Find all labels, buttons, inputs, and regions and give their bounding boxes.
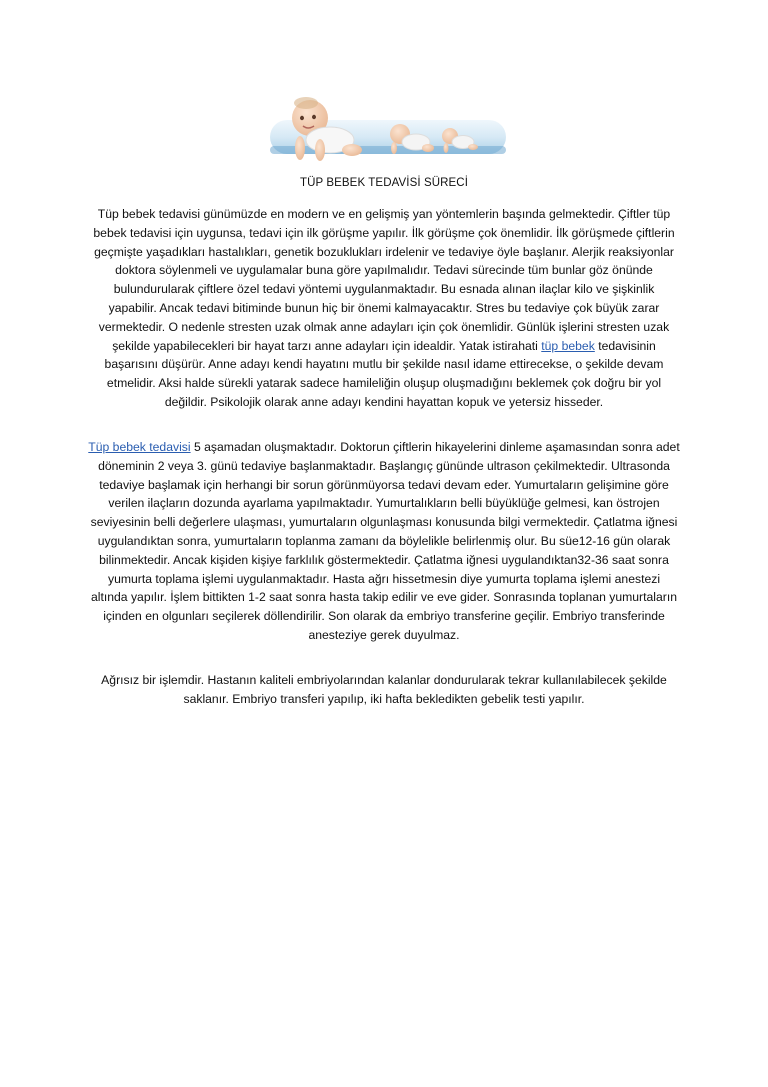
tup-bebek-tedavisi-link[interactable]: Tüp bebek tedavisi [88,440,191,454]
document-title: TÜP BEBEK TEDAVİSİ SÜRECİ [299,177,469,189]
paragraph-conclusion: Ağrısız bir işlemdir. Hastanın kaliteli embriyolarından kalanlar dondurularak tekrar kullanılabilecek şekilde saklanır. Embriyo transferi yapılıp, iki hafta bekledikten gebelik testi yapılır. [101,673,667,706]
baby-crawling-image [262,90,506,164]
paragraph-intro-text-2: tedavisinin başarısını düşürür. Anne adayı kendi hayatını mutlu bir şekilde nasıl idame ettirecekse, o şekilde devam etmelidir. Aksi halde sürekli yatarak sadece hamileliğin oluşup oluşmadığını beklemek çok doğru bir yol değildir. Psikolojik olarak anne adayı kendini hayattan kopuk ve yetersiz hisseder. [104,338,664,409]
tup-bebek-link[interactable]: tüp bebek [541,338,595,353]
baby-illustration [262,90,506,164]
paragraph-intro-text-1: Tüp bebek tedavisi günümüzde en modern ve en gelişmiş yan yöntemlerin başında gelmektedir. Çiftler tüp bebek tedavisi için uygunsa, tedavi için ilk görüşme yapılır. İlk görüşme çok önemlidir. İlk görüşmede çiftlerin geçmişte yaşadıkları hastalıkları, genetik bozuklukları irdelenir ve tedaviye öyle başlanır. Alerjik reaksiyonlar doktora söylenmeli ve uygulamalar buna göre yapılmalıdır. Tedavi sürecinde tüm bunlar göz önünde bulundurularak çiftlere özel tedavi yöntemi uygulanmaktadır. Bu esnada alınan ilaçlar kilo ve şişkinlik yapabilir. Ancak tedavi bitiminde bunun hiç bir önemi kalmayacaktır. Stres bu tedaviye çok büyük zarar vermektedir. O nedenle stresten uzak olmak anne adayları için çok önemlidir. Günlük işlerini stresten uzak şekilde yapabilecekleri bir hayat tarzı anne adayları için idealdir. Yatak istirahati [93,207,675,353]
paragraph-intro [88,205,680,412]
paragraph-stages-text: 5 aşamadan oluşmaktadır. Doktorun çiftlerin hikayelerini dinleme aşamasından sonra adet döneminin 2 veya 3. günü tedaviye başlanmaktadır. Başlangıç gününde ultrason çekilmektedir. Ultrasonda tedaviye başlamak için herhangi bir sorun görünmüyorsa tedavi devam eder. Yumurtaların gelişimine göre verilen ilaçların dozunda ayarlama yapılmaktadır. Yumurtalıkların belli büyüklüğe gelmesi, kan östrojen seviyesinin belli değerlere ulaşması, yumurtaların olgunlaşması konusunda bilgi vermektedir. Çatlatma iğnesi uygulandıktan sonra, yumurtaların toplanma zamanı da böylelikle belirlenmiş olur. Bu süe12-16 gün olarak bilinmektedir. Ancak kişiden kişiye farklılık göstermektedir. Çatlatma iğnesi uygulandıktan32-36 saat sonra yumurta toplama işlemi uygulanmaktadır. Hasta ağrı hissetmesin diye yumurta toplama işlemi anestezi altında yapılır. İşlem bittikten 1-2 saat sonra hasta takip edilir ve eve gider. Sonrasında toplanan yumurtaların içinden en olgunları seçilerek döllendirilir. Son olarak da embriyo transferine geçilir. Embriyo transferinde anesteziye gerek duyulmaz. [90,440,680,642]
paragraph-stages [88,438,680,645]
